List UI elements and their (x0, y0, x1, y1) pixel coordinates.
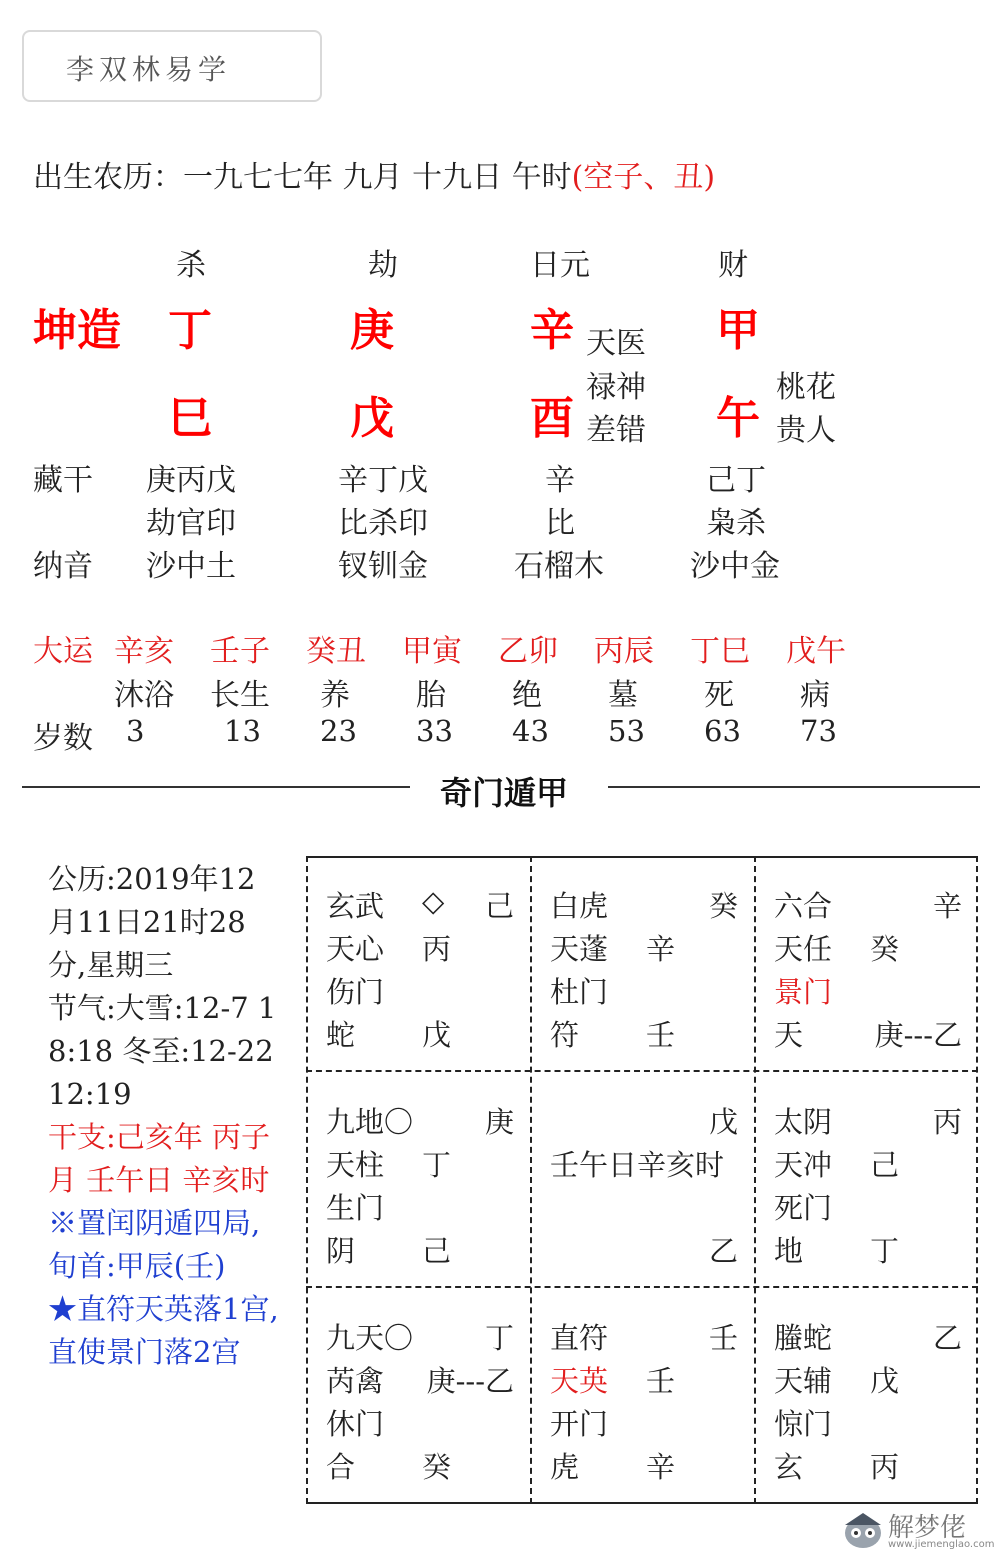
shishen-3: 日元 (530, 248, 590, 283)
grid-top-border (306, 856, 978, 858)
cangshen-hour: 枭杀 (706, 506, 766, 541)
palace-star-2: 天蓬 (550, 932, 609, 966)
birth-date: 出生农历：一九七七年 九月 十九日 午时 (33, 160, 572, 195)
palace-gan-mid-9: 戊 (870, 1364, 900, 1398)
palace-deity-6: 地 (774, 1234, 804, 1268)
kongwang: (空子、丑) (571, 160, 716, 195)
palace-star-3: 天任 (774, 932, 833, 966)
palace-star-4: 天柱 (326, 1148, 385, 1182)
grid-right-border (976, 856, 978, 1504)
section-title: 奇门遁甲 (440, 774, 569, 812)
palace-gan-bottom-2: 壬 (646, 1018, 676, 1052)
age-label: 岁数 (33, 721, 93, 756)
state-4: 胎 (416, 678, 446, 713)
state-5: 绝 (512, 678, 542, 713)
palace-gan-top-7: 丁 (484, 1321, 514, 1355)
divider-left (22, 786, 410, 788)
palace-gan-mid-3: 癸 (870, 932, 900, 966)
info-date: 公历:2019年12月11日21时28分,星期三 (48, 862, 256, 982)
age-4: 33 (416, 714, 453, 748)
birth-line (33, 152, 715, 196)
palace-deity-1: 蛇 (326, 1018, 356, 1052)
shishen-2: 劫 (368, 248, 398, 283)
shishen-4: 财 (718, 248, 748, 283)
state-1: 沐浴 (114, 678, 174, 713)
canggan-year: 庚丙戊 (146, 463, 236, 498)
palace-gan-bottom-9: 丙 (870, 1450, 900, 1484)
cangshen-month: 比杀印 (338, 506, 428, 541)
palace-door-7: 休门 (326, 1407, 385, 1441)
shensha-guiren: 贵人 (776, 413, 836, 448)
grid-bottom-border (306, 1502, 978, 1504)
dayun-7: 丁巳 (690, 634, 750, 669)
nayin-label: 纳音 (33, 549, 93, 584)
palace-gan-bottom-7: 癸 (422, 1450, 452, 1484)
palace-gan-mid-4: 丁 (422, 1148, 452, 1182)
state-7: 死 (704, 678, 734, 713)
palace-door-2: 杜门 (550, 975, 609, 1009)
palace-god-6: 太阴 (774, 1105, 833, 1139)
age-2: 13 (224, 714, 261, 748)
palace-gan-mid-2: 辛 (646, 932, 676, 966)
branch-month: 戊 (350, 393, 394, 444)
shensha-tianyi: 天医 (586, 326, 646, 361)
palace-star-5: 壬午日辛亥时 (550, 1148, 725, 1182)
shensha-chacuo: 差错 (586, 413, 646, 448)
palace-mark-1: ◇ (422, 884, 445, 918)
palace-deity-3: 天 (774, 1018, 804, 1052)
age-8: 73 (800, 714, 837, 748)
palace-gan-bottom-5: 乙 (708, 1234, 738, 1268)
palace-gan-top-6: 丙 (932, 1105, 962, 1139)
palace-door-6: 死门 (774, 1191, 833, 1225)
grid-left-border (306, 856, 308, 1504)
palace-door-1: 伤门 (326, 975, 385, 1009)
palace-gan-bottom-1: 戊 (422, 1018, 452, 1052)
grid-row-divider-1 (306, 1070, 978, 1072)
palace-gan-bottom-3: 庚---乙 (874, 1018, 962, 1052)
info-ju: ※置闰阴遁四局,旬首:甲辰(壬) (48, 1206, 261, 1283)
branch-year: 巳 (168, 393, 212, 444)
palace-gan-mid-7: 庚---乙 (426, 1364, 514, 1398)
info-zhifu: ★直符天英落1宫,直使景门落2宫 (48, 1292, 279, 1369)
age-1: 3 (126, 714, 145, 748)
dayun-5: 乙卯 (498, 634, 558, 669)
dayun-8: 戊午 (786, 634, 846, 669)
divider-right (608, 786, 980, 788)
dayun-6: 丙辰 (594, 634, 654, 669)
palace-god-1: 玄武 (326, 889, 385, 923)
canggan-label: 藏干 (33, 463, 93, 498)
dayun-4: 甲寅 (402, 634, 462, 669)
watermark-url: www.jiemenglao.com (888, 1539, 995, 1550)
palace-gan-top-1: 己 (484, 889, 514, 923)
stem-month: 庚 (350, 305, 394, 356)
branch-hour: 午 (716, 393, 760, 444)
palace-gan-bottom-8: 辛 (646, 1450, 676, 1484)
stem-day: 辛 (530, 305, 574, 356)
canggan-month: 辛丁戊 (338, 463, 428, 498)
age-3: 23 (320, 714, 357, 748)
branch-day: 酉 (530, 393, 574, 444)
grid-col-divider-1 (530, 856, 532, 1504)
grid-row-divider-2 (306, 1286, 978, 1288)
state-8: 病 (800, 678, 830, 713)
nayin-month: 钗钏金 (338, 549, 428, 584)
state-2: 长生 (210, 678, 270, 713)
palace-door-3: 景门 (774, 975, 833, 1009)
qiankun-label: 坤造 (33, 305, 121, 356)
palace-star-6: 天冲 (774, 1148, 833, 1182)
brand-title: 李双林易学 (66, 53, 232, 86)
dayun-3: 癸丑 (306, 634, 366, 669)
state-6: 墓 (608, 678, 638, 713)
palace-gan-top-2: 癸 (708, 889, 738, 923)
palace-star-9: 天辅 (774, 1364, 833, 1398)
info-solar-terms: 节气:大雪:12-7 18:18 冬至:12-22 12:19 (48, 991, 277, 1111)
watermark-name: 解梦佬 (888, 1513, 967, 1543)
palace-gan-mid-6: 己 (870, 1148, 900, 1182)
shishen-1: 杀 (176, 248, 206, 283)
palace-star-1: 天心 (326, 932, 385, 966)
watermark-mascot-icon (840, 1509, 886, 1551)
dayun-1: 辛亥 (114, 634, 174, 669)
age-7: 63 (704, 714, 741, 748)
palace-god-8: 直符 (550, 1321, 609, 1355)
palace-god-3: 六合 (774, 889, 833, 923)
palace-gan-top-8: 壬 (708, 1321, 738, 1355)
nayin-year: 沙中土 (146, 549, 236, 584)
palace-god-2: 白虎 (550, 889, 609, 923)
palace-gan-mid-8: 壬 (646, 1364, 676, 1398)
nayin-day: 石榴木 (514, 549, 604, 584)
shensha-taohua: 桃花 (776, 370, 836, 405)
palace-gan-bottom-6: 丁 (870, 1234, 900, 1268)
age-5: 43 (512, 714, 549, 748)
cangshen-day: 比 (545, 506, 575, 541)
palace-gan-top-4: 庚 (484, 1105, 514, 1139)
palace-gan-mid-1: 丙 (422, 932, 452, 966)
dayun-label: 大运 (33, 634, 93, 669)
palace-star-8: 天英 (550, 1364, 609, 1398)
palace-gan-bottom-4: 己 (422, 1234, 452, 1268)
stem-hour: 甲 (716, 305, 760, 356)
palace-gan-top-9: 乙 (932, 1321, 962, 1355)
cangshen-year: 劫官印 (146, 506, 236, 541)
palace-star-7: 芮禽 (326, 1364, 385, 1398)
palace-deity-9: 玄 (774, 1450, 804, 1484)
dayun-2: 壬子 (210, 634, 270, 669)
palace-deity-4: 阴 (326, 1234, 356, 1268)
palace-god-7: 九天〇 (326, 1321, 414, 1355)
palace-deity-8: 虎 (550, 1450, 580, 1484)
palace-door-4: 生门 (326, 1191, 385, 1225)
canggan-day: 辛 (545, 463, 575, 498)
palace-gan-top-3: 辛 (932, 889, 962, 923)
stem-year: 丁 (168, 305, 212, 356)
palace-deity-2: 符 (550, 1018, 580, 1052)
age-6: 53 (608, 714, 645, 748)
qimen-info (48, 858, 280, 1374)
watermark (840, 1505, 1000, 1555)
palace-gan-top-5: 戊 (708, 1105, 738, 1139)
shensha-lushen: 禄神 (586, 370, 646, 405)
grid-col-divider-2 (754, 856, 756, 1504)
nayin-hour: 沙中金 (690, 549, 780, 584)
state-3: 养 (320, 678, 350, 713)
palace-god-9: 螣蛇 (774, 1321, 833, 1355)
palace-door-8: 开门 (550, 1407, 609, 1441)
palace-god-4: 九地〇 (326, 1105, 414, 1139)
canggan-hour: 己丁 (706, 463, 766, 498)
palace-door-9: 惊门 (774, 1407, 833, 1441)
info-ganzhi: 干支:己亥年 丙子月 壬午日 辛亥时 (48, 1120, 270, 1197)
palace-deity-7: 合 (326, 1450, 356, 1484)
